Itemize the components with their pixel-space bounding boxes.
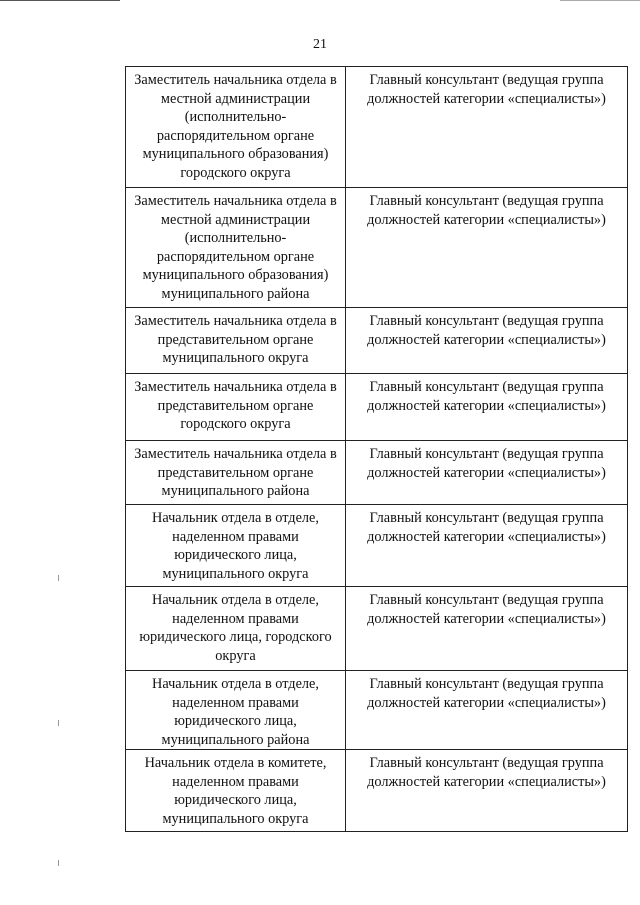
equivalent-cell: Главный консультант (ведущая группа должностей категории «специалисты») (346, 188, 628, 308)
equivalent-cell: Главный консультант (ведущая группа должностей категории «специалисты») (346, 441, 628, 505)
table-row (126, 750, 628, 832)
scan-artifact-mark (58, 860, 59, 866)
table-row (126, 505, 628, 587)
position-cell: Заместитель начальника отдела в представительном органе городского округа (126, 374, 346, 441)
table-row (126, 374, 628, 441)
equivalent-cell: Главный консультант (ведущая группа должностей категории «специалисты») (346, 374, 628, 441)
table-row (126, 441, 628, 505)
positions-table (125, 66, 628, 832)
scan-artifact-mark (58, 720, 59, 726)
equivalent-cell: Главный консультант (ведущая группа должностей категории «специалисты») (346, 308, 628, 374)
table-row (126, 587, 628, 671)
scan-artifact-line (0, 0, 120, 1)
page-number: 21 (313, 37, 327, 52)
equivalent-cell: Главный консультант (ведущая группа должностей категории «специалисты») (346, 67, 628, 188)
position-cell: Заместитель начальника отдела в представительном органе муниципального района (126, 441, 346, 505)
position-cell: Начальник отдела в отделе, наделенном правами юридического лица, муниципального округа (126, 505, 346, 587)
scan-artifact-line (560, 0, 640, 1)
position-cell: Заместитель начальника отдела в местной администрации (исполнительно-распорядительном органе муниципального образования) муниципального района (126, 188, 346, 308)
scan-artifact-mark (58, 575, 59, 581)
position-cell: Начальник отдела в отделе, наделенном правами юридического лица, городского округа (126, 587, 346, 671)
position-cell: Заместитель начальника отдела в представительном органе муниципального округа (126, 308, 346, 374)
table-row (126, 308, 628, 374)
table-row (126, 188, 628, 308)
equivalent-cell: Главный консультант (ведущая группа должностей категории «специалисты») (346, 750, 628, 832)
position-cell: Начальник отдела в отделе, наделенном правами юридического лица, муниципального района (126, 671, 346, 750)
equivalent-cell: Главный консультант (ведущая группа должностей категории «специалисты») (346, 587, 628, 671)
table-row (126, 67, 628, 188)
equivalent-cell: Главный консультант (ведущая группа должностей категории «специалисты») (346, 505, 628, 587)
position-cell: Заместитель начальника отдела в местной администрации (исполнительно-распорядительном органе муниципального образования) городского округа (126, 67, 346, 188)
equivalent-cell: Главный консультант (ведущая группа должностей категории «специалисты») (346, 671, 628, 750)
table-row (126, 671, 628, 750)
position-cell: Начальник отдела в комитете, наделенном правами юридического лица, муниципального округа (126, 750, 346, 832)
